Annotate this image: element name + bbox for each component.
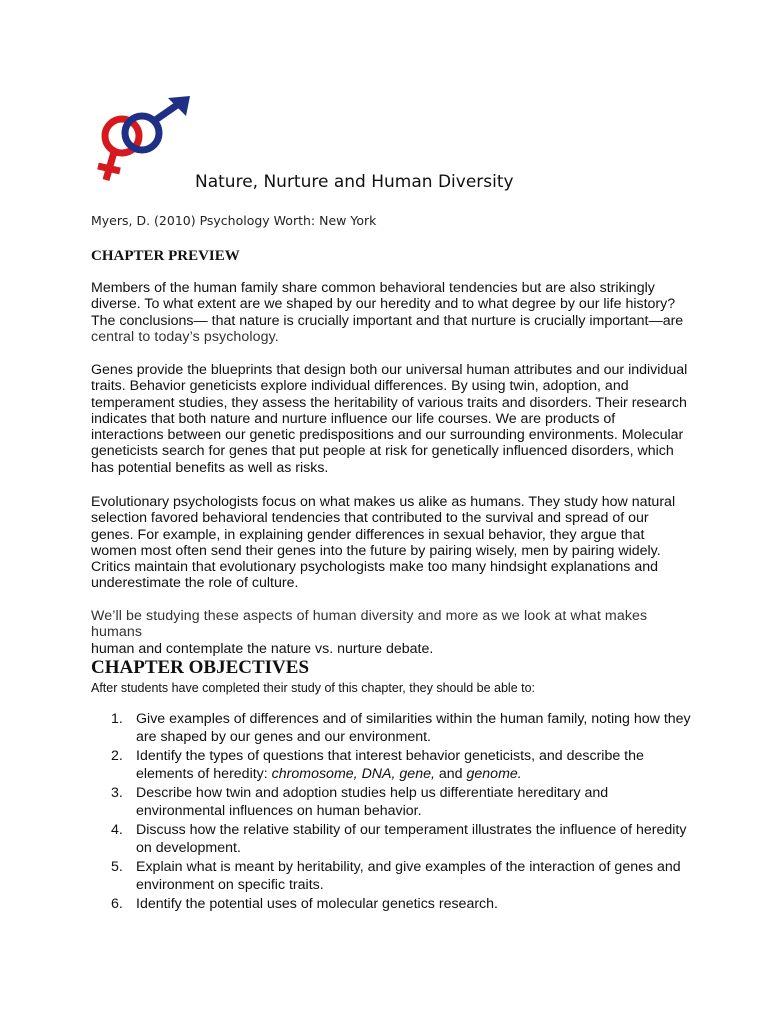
preview-paragraph-2: Genes provide the blueprints that design both our universal human attributes and our individual traits. Behavior geneticists explore individual differences. By using twin, adoption, and temperament studies, they assess the heritability of various traits and disorders. Their research indicates that both nature and nurture influence our life courses. We are products of interactions between our genetic predispositions and our surrounding environments. Molecular geneticists search for genes that put people at risk for genetically influenced disorders, which has potential benefits as well as risks.	[91, 362, 688, 476]
objective-text: Explain what is meant by heritability, and give examples of the interaction of genes and environment on specific traits.	[136, 859, 681, 893]
preview-paragraph-1-main: Members of the human family share common behavioral tendencies but are also strikingly diverse. To what extent are we shaped by our heredity and to what degree by our life history? The conclusions— that nature is crucially important and that nurture is crucially important—are	[91, 280, 684, 329]
objective-item	[91, 784, 691, 820]
term-conjunction: and	[438, 766, 463, 782]
objective-text: Identify the types of questions that interest behavior geneticists, and describe the elements of heredity:	[136, 748, 644, 782]
objective-item	[91, 747, 691, 783]
preview-paragraph-1-tail: central to today’s psychology.	[91, 328, 279, 345]
objective-number: 4.	[111, 822, 123, 838]
objectives-list	[91, 710, 691, 914]
female-symbol-cross	[98, 166, 120, 171]
preview-paragraph-4	[91, 608, 691, 657]
preview-paragraph-4-line-1: We’ll be studying these aspects of human diversity and more as we look at what makes humans	[91, 608, 648, 641]
objective-item	[91, 710, 691, 746]
chapter-objectives-heading: CHAPTER OBJECTIVES	[91, 657, 310, 678]
preview-paragraph-3: Evolutionary psychologists focus on what makes us alike as humans. They study how natural selection favored behavioral tendencies that contributed to the survival and spread of our genes. For example, in explaining gender differences in sexual behavior, they argue that women most often send their genes into the future by pairing wisely, men by pairing widely. Critics maintain that evolutionary psychologists make too many hindsight explanations and underestimate the role of culture.	[91, 494, 676, 592]
preview-paragraph-4-line-2: human and contemplate the nature vs. nurture debate.	[91, 640, 434, 657]
term-dna: DNA,	[361, 766, 396, 782]
document-title: Nature, Nurture and Human Diversity	[195, 172, 514, 192]
term-genome: genome.	[466, 766, 522, 782]
term-gene: gene,	[399, 766, 435, 782]
objective-number: 6.	[111, 896, 123, 912]
citation: Myers, D. (2010) Psychology Worth: New York	[91, 213, 377, 228]
chapter-preview-heading: CHAPTER PREVIEW	[91, 248, 240, 264]
objective-text: Discuss how the relative stability of our temperament illustrates the influence of heredity on development.	[136, 822, 687, 856]
objective-text: Give examples of differences and of similarities within the human family, noting how they are shaped by our genes and our environment.	[136, 711, 691, 745]
objective-text: Describe how twin and adoption studies help us differentiate hereditary and environmental influences on human behavior.	[136, 785, 609, 819]
objective-item	[91, 821, 691, 857]
objective-number: 3.	[111, 785, 123, 801]
objectives-intro: After students have completed their study of this chapter, they should be able to:	[91, 681, 536, 695]
objective-number: 2.	[111, 748, 123, 764]
gender-symbols-icon	[92, 96, 196, 188]
preview-paragraph-1	[91, 280, 691, 345]
objective-number: 5.	[111, 859, 123, 875]
objective-item	[91, 858, 691, 894]
term-chromosome: chromosome,	[271, 766, 358, 782]
objective-text: Identify the potential uses of molecular genetics research.	[136, 896, 498, 912]
objective-number: 1.	[111, 711, 123, 727]
objective-item	[91, 895, 691, 913]
